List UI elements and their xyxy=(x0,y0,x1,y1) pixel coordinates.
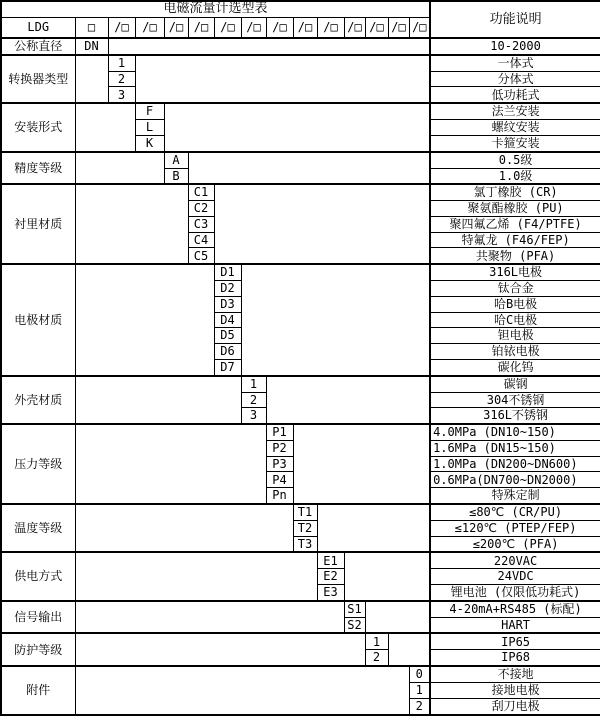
section-label: 电极材质 xyxy=(1,264,75,375)
section-row xyxy=(1,264,600,280)
code-cell: 1 xyxy=(365,633,388,649)
desc-cell: 316L不锈钢 xyxy=(430,408,600,424)
model-slot-cell: /□ xyxy=(365,17,388,38)
desc-cell: 0.6MPa(DN700~DN2000) xyxy=(430,472,600,488)
desc-cell: 碳钢 xyxy=(430,376,600,392)
desc-cell: 哈C电极 xyxy=(430,312,600,328)
desc-cell: HART xyxy=(430,617,600,633)
code-cell: C5 xyxy=(188,248,214,264)
code-cell: D5 xyxy=(214,328,241,344)
code-cell: S2 xyxy=(344,617,365,633)
desc-cell: 10-2000 xyxy=(430,38,600,55)
code-cell: C2 xyxy=(188,201,214,217)
desc-cell: 一体式 xyxy=(430,55,600,71)
code-cell: 2 xyxy=(241,392,266,408)
code-cell: T3 xyxy=(293,536,317,552)
code-cell: C1 xyxy=(188,184,214,200)
spacer-cell xyxy=(75,376,241,424)
model-slot-cell: /□ xyxy=(135,17,164,38)
model-slot-cell: /□ xyxy=(188,17,214,38)
desc-cell: 氯丁橡胶 (CR) xyxy=(430,184,600,200)
desc-cell: 特殊定制 xyxy=(430,488,600,504)
model-slot-cell: /□ xyxy=(214,17,241,38)
model-box-cell: □ xyxy=(75,17,108,38)
section-label: 衬里材质 xyxy=(1,184,75,264)
spacer-cell xyxy=(75,601,344,634)
section-label: 信号输出 xyxy=(1,601,75,634)
code-cell: 2 xyxy=(108,71,135,87)
desc-cell: 接地电极 xyxy=(430,682,600,698)
spacer-cell xyxy=(75,633,365,666)
section-row xyxy=(1,184,600,200)
spacer-cell xyxy=(317,504,430,552)
spacer-cell xyxy=(135,55,430,103)
desc-cell: 1.0级 xyxy=(430,168,600,184)
code-cell: 0 xyxy=(409,666,430,682)
section-row xyxy=(1,504,600,520)
spacer-cell xyxy=(75,424,266,504)
spacer-cell xyxy=(241,264,430,375)
code-cell: 1 xyxy=(241,376,266,392)
section-label: 公称直径 xyxy=(1,38,75,55)
code-cell: 3 xyxy=(241,408,266,424)
model-slot-cell: /□ xyxy=(164,17,188,38)
spacer-cell xyxy=(188,152,430,185)
section-label: 防护等级 xyxy=(1,633,75,666)
section-label: 转换器类型 xyxy=(1,55,75,103)
model-slot-cell: /□ xyxy=(317,17,344,38)
section-label: 安装形式 xyxy=(1,103,75,151)
code-cell: F xyxy=(135,103,164,119)
code-cell: E3 xyxy=(317,584,344,600)
code-cell: C3 xyxy=(188,216,214,232)
section-row xyxy=(1,55,600,71)
desc-cell: ≤80℃ (CR/PU) xyxy=(430,504,600,520)
desc-cell: 铂铱电极 xyxy=(430,344,600,360)
model-slot-cell: /□ xyxy=(293,17,317,38)
desc-cell: 卡箍安装 xyxy=(430,135,600,151)
desc-cell: 不接地 xyxy=(430,666,600,682)
code-cell: E1 xyxy=(317,552,344,568)
section-label: 供电方式 xyxy=(1,552,75,600)
spacer-cell xyxy=(388,633,430,666)
desc-cell: 1.0MPa (DN200~DN600) xyxy=(430,456,600,472)
code-cell: T1 xyxy=(293,504,317,520)
spacer-cell xyxy=(75,666,409,715)
code-cell: L xyxy=(135,120,164,136)
section-row xyxy=(1,552,600,568)
model-slot-cell: /□ xyxy=(409,17,430,38)
code-cell: D7 xyxy=(214,359,241,375)
section-row xyxy=(1,424,600,440)
desc-cell: 分体式 xyxy=(430,71,600,87)
spacer-cell xyxy=(214,184,430,264)
title-row xyxy=(1,1,600,17)
code-cell: 1 xyxy=(409,682,430,698)
desc-cell: 特氟龙 (F46/FEP) xyxy=(430,232,600,248)
function-column-header: 功能说明 xyxy=(430,1,600,38)
model-slot-cell: /□ xyxy=(241,17,266,38)
section-row xyxy=(1,666,600,682)
desc-cell: 220VAC xyxy=(430,552,600,568)
desc-cell: 24VDC xyxy=(430,569,600,585)
spacer-cell xyxy=(75,152,164,185)
desc-cell: 316L电极 xyxy=(430,264,600,280)
section-row xyxy=(1,601,600,617)
desc-cell: 哈B电极 xyxy=(430,296,600,312)
desc-cell: 4.0MPa (DN10~150) xyxy=(430,424,600,440)
code-cell: Pn xyxy=(266,488,293,504)
desc-cell: 锂电池 (仅限低功耗式) xyxy=(430,584,600,600)
spacer-cell xyxy=(365,601,430,634)
desc-cell: 聚氨酯橡胶 (PU) xyxy=(430,201,600,217)
page-title: 电磁流量计选型表 xyxy=(1,1,430,17)
section-label: 压力等级 xyxy=(1,424,75,504)
section-row xyxy=(1,376,600,392)
section-label: 附件 xyxy=(1,666,75,715)
code-cell: P1 xyxy=(266,424,293,440)
desc-cell: 1.6MPa (DN15~150) xyxy=(430,440,600,456)
desc-cell: ≤200℃ (PFA) xyxy=(430,536,600,552)
spacer-cell xyxy=(75,504,293,552)
code-cell: B xyxy=(164,168,188,184)
code-cell: P3 xyxy=(266,456,293,472)
section-row xyxy=(1,633,600,649)
desc-cell: 共聚物 (PFA) xyxy=(430,248,600,264)
desc-cell: 法兰安装 xyxy=(430,103,600,119)
desc-cell: 钛合金 xyxy=(430,281,600,297)
desc-cell: 聚四氟乙烯 (F4/PTFE) xyxy=(430,216,600,232)
code-cell: T2 xyxy=(293,520,317,536)
code-cell: D2 xyxy=(214,281,241,297)
desc-cell: 碳化钨 xyxy=(430,359,600,375)
desc-cell: IP65 xyxy=(430,633,600,649)
code-cell: D3 xyxy=(214,296,241,312)
spacer-cell xyxy=(75,552,317,600)
desc-cell: 0.5级 xyxy=(430,152,600,168)
code-cell: S1 xyxy=(344,601,365,617)
model-slot-cell: /□ xyxy=(388,17,409,38)
desc-cell: 钽电极 xyxy=(430,328,600,344)
spacer-cell xyxy=(75,55,108,103)
section-row xyxy=(1,38,600,55)
model-slot-cell: /□ xyxy=(344,17,365,38)
section-row xyxy=(1,103,600,119)
code-cell: D6 xyxy=(214,344,241,360)
desc-cell: IP68 xyxy=(430,650,600,666)
code-cell: K xyxy=(135,135,164,151)
code-cell: E2 xyxy=(317,569,344,585)
code-cell: 2 xyxy=(409,698,430,715)
code-cell: D4 xyxy=(214,312,241,328)
model-slot-cell: /□ xyxy=(108,17,135,38)
model-prefix: LDG xyxy=(1,17,75,38)
code-cell: DN xyxy=(75,38,108,55)
code-cell: P4 xyxy=(266,472,293,488)
spacer-cell xyxy=(75,264,214,375)
spacer-cell xyxy=(108,38,430,55)
code-cell: D1 xyxy=(214,264,241,280)
section-row xyxy=(1,152,600,168)
code-cell: A xyxy=(164,152,188,168)
spacer-cell xyxy=(75,103,135,151)
desc-cell: 低功耗式 xyxy=(430,87,600,103)
section-label: 外壳材质 xyxy=(1,376,75,424)
code-cell: 1 xyxy=(108,55,135,71)
code-cell: P2 xyxy=(266,440,293,456)
desc-cell: 4-20mA+RS485 (标配) xyxy=(430,601,600,617)
section-label: 温度等级 xyxy=(1,504,75,552)
model-slot-cell: /□ xyxy=(266,17,293,38)
spacer-cell xyxy=(266,376,430,424)
spacer-cell xyxy=(344,552,430,600)
desc-cell: 刮刀电极 xyxy=(430,698,600,715)
desc-cell: 304不锈钢 xyxy=(430,392,600,408)
section-label: 精度等级 xyxy=(1,152,75,185)
spacer-cell xyxy=(293,424,430,504)
spacer-cell xyxy=(164,103,430,151)
spacer-cell xyxy=(75,184,188,264)
desc-cell: 螺纹安装 xyxy=(430,120,600,136)
code-cell: C4 xyxy=(188,232,214,248)
desc-cell: ≤120℃ (PTEP/FEP) xyxy=(430,520,600,536)
code-cell: 3 xyxy=(108,87,135,103)
code-cell: 2 xyxy=(365,650,388,666)
